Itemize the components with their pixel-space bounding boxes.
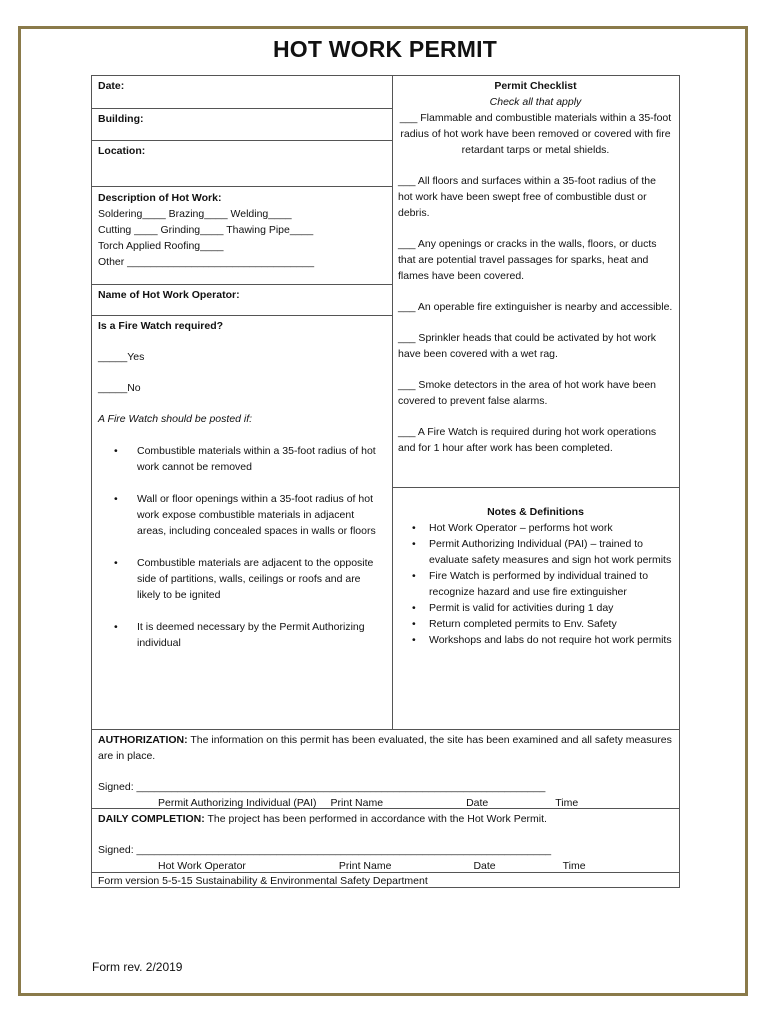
pai-label: Permit Authorizing Individual (PAI) (158, 797, 317, 809)
date-label: Date (466, 797, 489, 809)
form-revision: Form rev. 2/2019 (92, 960, 183, 974)
operator-field[interactable] (92, 284, 392, 315)
left-column (92, 76, 393, 729)
description-line[interactable]: Soldering____ Brazing____ Welding____ (98, 208, 292, 220)
description-heading: Description of Hot Work: (98, 192, 222, 204)
operator-label: Name of Hot Work Operator: (98, 289, 240, 301)
daily-completion-signature-line[interactable]: Signed: _______________________________________________________________________ (98, 844, 552, 856)
date-label: Date: (98, 80, 125, 92)
location-label: Location: (98, 145, 146, 157)
list-item: • It is deemed necessary by the Permit Authorizing individual (92, 619, 392, 651)
list-item: • Return completed permits to Env. Safety (392, 616, 679, 632)
description-line[interactable]: Other ________________________________ (98, 256, 315, 268)
daily-completion-section (92, 808, 679, 872)
fire-watch-section (92, 315, 392, 729)
list-item: • Workshops and labs do not require hot work permits (392, 632, 679, 648)
list-item: • Hot Work Operator – performs hot work (392, 520, 679, 536)
checklist-heading: Permit Checklist (494, 80, 577, 92)
list-item: • Combustible materials are adjacent to the opposite side of partitions, walls, ceilings or roofs and are likely to be ignited (92, 555, 392, 603)
list-item: • Wall or floor openings within a 35-foot radius of hot work expose combustible materials in adjacent areas, including concealed spaces in walls or floors (92, 491, 392, 539)
checklist-item[interactable]: ___ Flammable and combustible materials within a 35-foot radius of hot work have been removed or covered with fire retardant tarps or metal shields. (399, 112, 672, 156)
checklist-item[interactable]: ___ All floors and surfaces within a 35-foot radius of the hot work have been swept free of combustible dust or debris. (398, 175, 656, 219)
notes-list (392, 520, 679, 648)
description-line[interactable]: Torch Applied Roofing____ (98, 240, 224, 252)
daily-completion-text (98, 811, 673, 827)
authorization-signature-line[interactable]: Signed: ______________________________________________________________________ (98, 781, 546, 793)
notes-section (392, 487, 679, 729)
print-name-label: Print Name (330, 797, 384, 809)
checklist-item[interactable]: ___ Smoke detectors in the area of hot work have been covered to prevent false alarms. (398, 379, 656, 407)
authorization-label: AUTHORIZATION: (98, 734, 188, 746)
fire-watch-posted-if: A Fire Watch should be posted if: (98, 413, 253, 425)
description-section (92, 186, 392, 284)
building-label: Building: (98, 113, 144, 125)
operator-sign-label: Hot Work Operator (158, 860, 246, 872)
list-item: • Fire Watch is performed by individual trained to recognize hazard and use fire extinguisher (392, 568, 679, 600)
time-label: Time (562, 860, 586, 872)
checklist-subheading: Check all that apply (489, 96, 582, 108)
permit-form (91, 75, 680, 888)
right-column (392, 76, 679, 729)
authorization-section (92, 729, 679, 808)
time-label: Time (555, 797, 579, 809)
fire-watch-yes[interactable]: _____Yes (98, 351, 145, 363)
list-item: • Permit is valid for activities during 1 day (392, 600, 679, 616)
list-item: • Combustible materials within a 35-foot radius of hot work cannot be removed (92, 443, 392, 475)
fire-watch-list (92, 443, 392, 651)
date-field[interactable] (92, 76, 392, 108)
checklist-item[interactable]: ___ Any openings or cracks in the walls, floors, or ducts that are potential travel passages for sparks, heat and flames have been covered. (398, 238, 657, 282)
page-title: HOT WORK PERMIT (272, 36, 498, 62)
print-name-label: Print Name (338, 860, 392, 872)
checklist-item[interactable]: ___ An operable fire extinguisher is nearby and accessible. (398, 301, 673, 313)
fire-watch-no[interactable]: _____No (98, 382, 141, 394)
checklist-section (392, 76, 679, 487)
daily-completion-statement: The project has been performed in accordance with the Hot Work Permit. (207, 813, 547, 825)
fire-watch-question: Is a Fire Watch required? (98, 320, 224, 332)
authorization-text (98, 732, 673, 764)
date-label: Date (473, 860, 496, 872)
checklist-item[interactable]: ___ A Fire Watch is required during hot work operations and for 1 hour after work has been completed. (398, 426, 657, 454)
list-item: • Permit Authorizing Individual (PAI) – trained to evaluate safety measures and sign hot work permits (392, 536, 679, 568)
building-field[interactable] (92, 108, 392, 140)
authorization-statement: The information on this permit has been evaluated, the site has been examined and all safety measures are in place. (98, 734, 672, 762)
location-field[interactable] (92, 140, 392, 186)
form-version: Form version 5-5-15 Sustainability & Environmental Safety Department (92, 872, 679, 888)
notes-heading: Notes & Definitions (487, 506, 584, 518)
description-line[interactable]: Cutting ____ Grinding____ Thawing Pipe____ (98, 224, 314, 236)
daily-completion-label: DAILY COMPLETION: (98, 813, 205, 825)
checklist-item[interactable]: ___ Sprinkler heads that could be activated by hot work have been covered with a wet rag. (398, 332, 656, 360)
